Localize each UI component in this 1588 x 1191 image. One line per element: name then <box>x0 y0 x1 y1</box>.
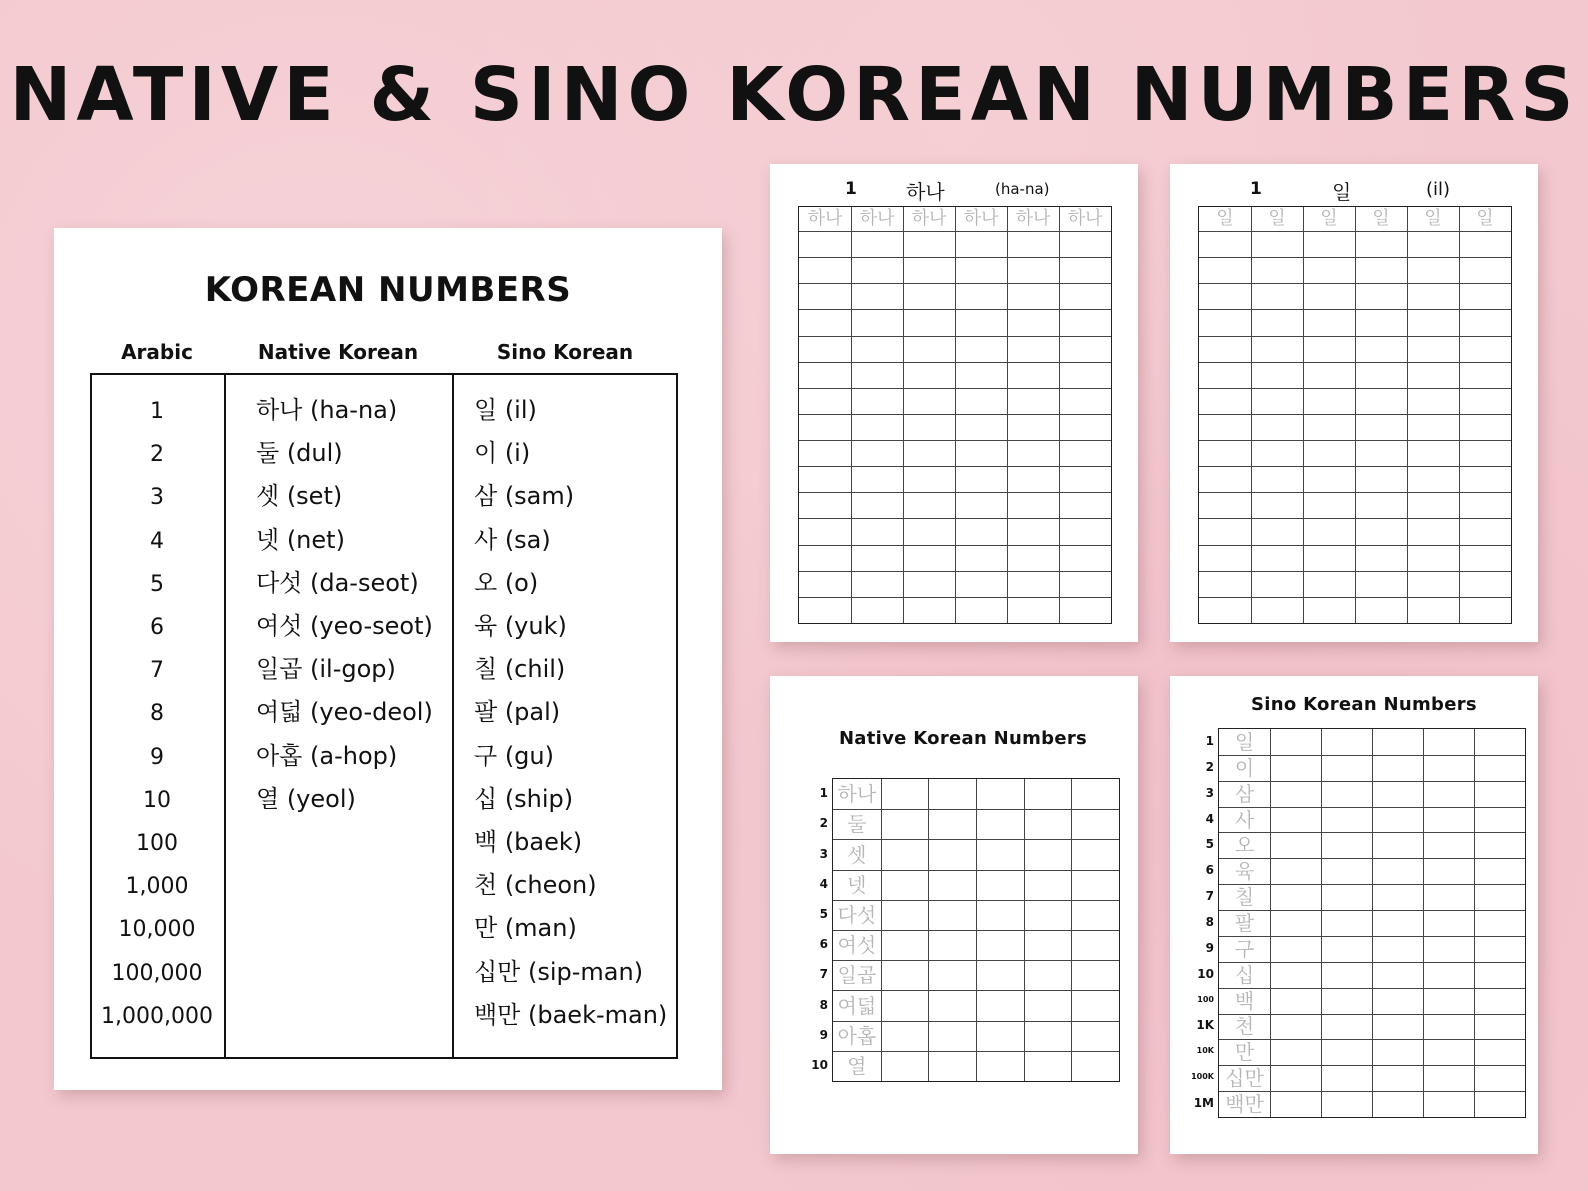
native-korean-cell: 일곱 (il-gop) <box>256 655 396 684</box>
trace-guide: 하나 <box>1015 208 1051 229</box>
grid-line <box>833 930 1119 931</box>
sino-korean-cell: 십 (ship) <box>474 784 574 813</box>
grid-line <box>799 492 1111 493</box>
practice-romanization: (ha-na) <box>995 180 1050 198</box>
native-korean-cell: 여덟 (yeo-deol) <box>256 698 433 727</box>
sino-korean-cell: 만 (man) <box>474 914 577 943</box>
trace-guide: 일 <box>1216 208 1234 229</box>
row-number: 1M <box>1193 1096 1214 1111</box>
sheet-title: KOREAN NUMBERS <box>204 270 572 310</box>
trace-guide: 백 <box>1234 988 1255 1013</box>
korean-numbers-sheet <box>54 228 722 1090</box>
trace-guide: 구 <box>1234 936 1255 961</box>
row-number: 10 <box>1197 966 1214 981</box>
practice-number: 1 <box>1250 179 1262 199</box>
grid-line <box>1199 362 1511 363</box>
grid-line <box>1355 207 1356 623</box>
row-number: 2 <box>1205 759 1214 774</box>
grid-line <box>1407 207 1408 623</box>
native-korean-cell: 다섯 (da-seot) <box>256 568 419 597</box>
grid-line <box>833 1021 1119 1022</box>
row-number: 1 <box>819 786 828 801</box>
native-korean-cell: 열 (yeol) <box>256 784 356 813</box>
trace-guide: 열 <box>847 1053 867 1078</box>
row-number: 4 <box>819 876 828 891</box>
grid-line <box>851 207 852 623</box>
native-numbers-grid <box>832 778 1120 1082</box>
arabic-cell: 8 <box>150 701 164 727</box>
grid-line <box>1007 207 1008 623</box>
sino-korean-cell: 백 (baek) <box>474 828 583 856</box>
native-numbers-sheet <box>770 676 1138 1154</box>
grid-line <box>799 597 1111 598</box>
grid-line <box>833 960 1119 961</box>
practice-grid <box>1198 206 1512 624</box>
arabic-cell: 1,000,000 <box>101 1003 213 1029</box>
arabic-cell: 2 <box>150 442 164 468</box>
sino-korean-cell: 천 (cheon) <box>474 871 597 900</box>
native-korean-cell: 넷 (net) <box>256 525 345 554</box>
grid-line <box>799 231 1111 232</box>
trace-guide: 십만 <box>1225 1066 1264 1091</box>
sino-korean-cell: 팔 (pal) <box>474 698 561 727</box>
grid-line <box>833 990 1119 991</box>
trace-guide: 일 <box>1424 208 1442 229</box>
grid-line <box>1459 207 1460 623</box>
trace-guide: 일 <box>1268 208 1286 229</box>
row-number: 3 <box>1205 785 1214 800</box>
trace-guide: 십 <box>1234 962 1255 987</box>
grid-line <box>1199 414 1511 415</box>
trace-guide: 하나 <box>911 208 947 229</box>
row-number: 1K <box>1196 1018 1214 1033</box>
grid-line <box>799 336 1111 337</box>
header-sino-korean: Sino Korean <box>496 340 634 364</box>
trace-guide: 다섯 <box>837 902 877 927</box>
trace-guide: 백만 <box>1225 1092 1264 1117</box>
practice-grid <box>798 206 1112 624</box>
practice-word: 하나 <box>906 180 945 204</box>
row-number: 7 <box>1205 889 1214 904</box>
grid-line <box>833 900 1119 901</box>
row-number: 10K <box>1196 1046 1214 1056</box>
sino-numbers-grid <box>1218 728 1526 1118</box>
trace-guide: 하나 <box>807 208 843 229</box>
trace-guide: 하나 <box>837 782 877 807</box>
trace-guide: 아홉 <box>837 1023 877 1048</box>
grid-line <box>799 388 1111 389</box>
numbers-table <box>90 373 678 1059</box>
sino-korean-cell: 백만 (baek-man) <box>474 1000 668 1029</box>
grid-line <box>799 414 1111 415</box>
sino-korean-cell: 사 (sa) <box>474 525 551 554</box>
sino-korean-cell: 육 (yuk) <box>474 612 567 640</box>
grid-line <box>1199 257 1511 258</box>
grid-line <box>799 257 1111 258</box>
trace-guide: 만 <box>1234 1040 1255 1065</box>
grid-line <box>799 283 1111 284</box>
arabic-cell: 1 <box>150 399 164 424</box>
sino-korean-cell: 삼 (sam) <box>474 482 575 511</box>
trace-guide: 이 <box>1234 755 1255 780</box>
sino-korean-cell: 십만 (sip-man) <box>474 957 644 986</box>
grid-line <box>1372 729 1373 1117</box>
grid-line <box>1474 729 1475 1117</box>
grid-line <box>1270 729 1271 1117</box>
grid-line <box>833 1051 1119 1052</box>
practice-word: 일 <box>1332 180 1352 204</box>
row-number: 5 <box>1205 837 1214 852</box>
sino-numbers-sheet <box>1170 676 1538 1154</box>
row-number: 9 <box>819 1027 828 1042</box>
grid-line <box>1321 729 1322 1117</box>
practice-romanization: (il) <box>1426 179 1451 200</box>
trace-guide: 칠 <box>1234 885 1255 910</box>
row-number: 10 <box>811 1057 828 1072</box>
row-number: 1 <box>1205 733 1214 748</box>
row-number: 9 <box>1205 940 1214 955</box>
page-title: NATIVE & SINO KOREAN NUMBERS <box>9 52 1579 138</box>
trace-guide: 하나 <box>963 208 999 229</box>
grid-line <box>799 309 1111 310</box>
row-number: 6 <box>1205 863 1214 878</box>
native-practice-sheet <box>770 164 1138 642</box>
grid-line <box>1059 207 1060 623</box>
grid-line <box>1199 388 1511 389</box>
arabic-cell: 9 <box>150 744 164 770</box>
native-korean-cell: 아홉 (a-hop) <box>256 741 398 770</box>
trace-guide: 둘 <box>847 812 867 837</box>
trace-guide: 사 <box>1234 807 1255 832</box>
grid-line <box>1251 207 1252 623</box>
row-number: 8 <box>819 997 828 1012</box>
grid-line <box>955 207 956 623</box>
sino-korean-cell: 구 (gu) <box>474 741 554 770</box>
arabic-cell: 3 <box>150 485 164 511</box>
grid-line <box>1199 440 1511 441</box>
arabic-cell: 10 <box>143 787 171 813</box>
grid-line <box>1199 309 1511 310</box>
grid-line <box>799 362 1111 363</box>
grid-line <box>1199 336 1511 337</box>
header-native-korean: Native Korean <box>257 340 419 364</box>
trace-guide: 육 <box>1234 859 1255 884</box>
trace-guide: 하나 <box>1067 208 1103 229</box>
trace-guide: 일 <box>1320 208 1338 229</box>
arabic-cell: 7 <box>150 658 164 684</box>
grid-line <box>799 571 1111 572</box>
sino-korean-cell: 오 (o) <box>474 568 539 597</box>
sino-korean-cell: 일 (il) <box>474 396 537 424</box>
sheet-title: Native Korean Numbers <box>838 728 1088 749</box>
row-number: 8 <box>1205 915 1214 929</box>
grid-line <box>1199 545 1511 546</box>
arabic-cell: 4 <box>150 528 164 554</box>
grid-line <box>833 870 1119 871</box>
sino-korean-cell: 칠 (chil) <box>474 655 566 684</box>
trace-guide: 삼 <box>1234 781 1255 806</box>
grid-line <box>1423 729 1424 1117</box>
grid-line <box>833 839 1119 840</box>
native-korean-cell: 여섯 (yeo-seot) <box>256 612 433 640</box>
row-number: 5 <box>819 906 828 921</box>
trace-guide: 셋 <box>847 842 867 867</box>
grid-line <box>1199 518 1511 519</box>
arabic-cell: 1,000 <box>125 874 189 900</box>
column-divider <box>224 375 226 1057</box>
grid-line <box>1199 283 1511 284</box>
trace-guide: 일곱 <box>837 963 877 988</box>
row-number: 4 <box>1205 811 1214 826</box>
grid-line <box>833 809 1119 810</box>
trace-guide: 천 <box>1234 1014 1255 1039</box>
native-korean-cell: 둘 (dul) <box>256 439 343 468</box>
native-korean-cell: 셋 (set) <box>256 482 343 511</box>
trace-guide: 여덟 <box>837 993 877 1018</box>
arabic-cell: 10,000 <box>118 917 196 943</box>
row-number: 3 <box>819 846 828 861</box>
column-divider <box>452 375 454 1057</box>
grid-line <box>799 518 1111 519</box>
trace-guide: 하나 <box>859 208 895 229</box>
practice-number: 1 <box>845 179 857 199</box>
grid-line <box>799 545 1111 546</box>
row-number: 6 <box>819 937 828 952</box>
grid-line <box>799 440 1111 441</box>
trace-guide: 일 <box>1372 208 1390 229</box>
grid-line <box>1199 466 1511 467</box>
grid-line <box>1199 492 1511 493</box>
native-korean-cell: 하나 (ha-na) <box>256 396 398 424</box>
row-number: 2 <box>819 816 828 831</box>
arabic-cell: 6 <box>150 615 164 640</box>
sino-practice-sheet <box>1170 164 1538 642</box>
grid-line <box>1303 207 1304 623</box>
trace-guide: 일 <box>1476 208 1494 229</box>
grid-line <box>1199 597 1511 598</box>
trace-guide: 일 <box>1234 729 1255 754</box>
arabic-cell: 100 <box>136 831 178 856</box>
trace-guide: 오 <box>1234 833 1255 858</box>
header-arabic: Arabic <box>121 340 193 364</box>
arabic-cell: 5 <box>150 571 164 597</box>
row-number: 100K <box>1191 1072 1214 1082</box>
row-number: 100 <box>1197 994 1214 1004</box>
grid-line <box>903 207 904 623</box>
sino-korean-cell: 이 (i) <box>474 439 531 468</box>
trace-guide: 팔 <box>1234 911 1255 935</box>
trace-guide: 여섯 <box>837 933 877 958</box>
trace-guide: 넷 <box>847 872 867 897</box>
row-number: 7 <box>819 967 828 982</box>
grid-line <box>1199 231 1511 232</box>
sheet-title: Sino Korean Numbers <box>1251 694 1477 715</box>
grid-line <box>799 466 1111 467</box>
grid-line <box>1199 571 1511 572</box>
arabic-cell: 100,000 <box>111 960 203 986</box>
